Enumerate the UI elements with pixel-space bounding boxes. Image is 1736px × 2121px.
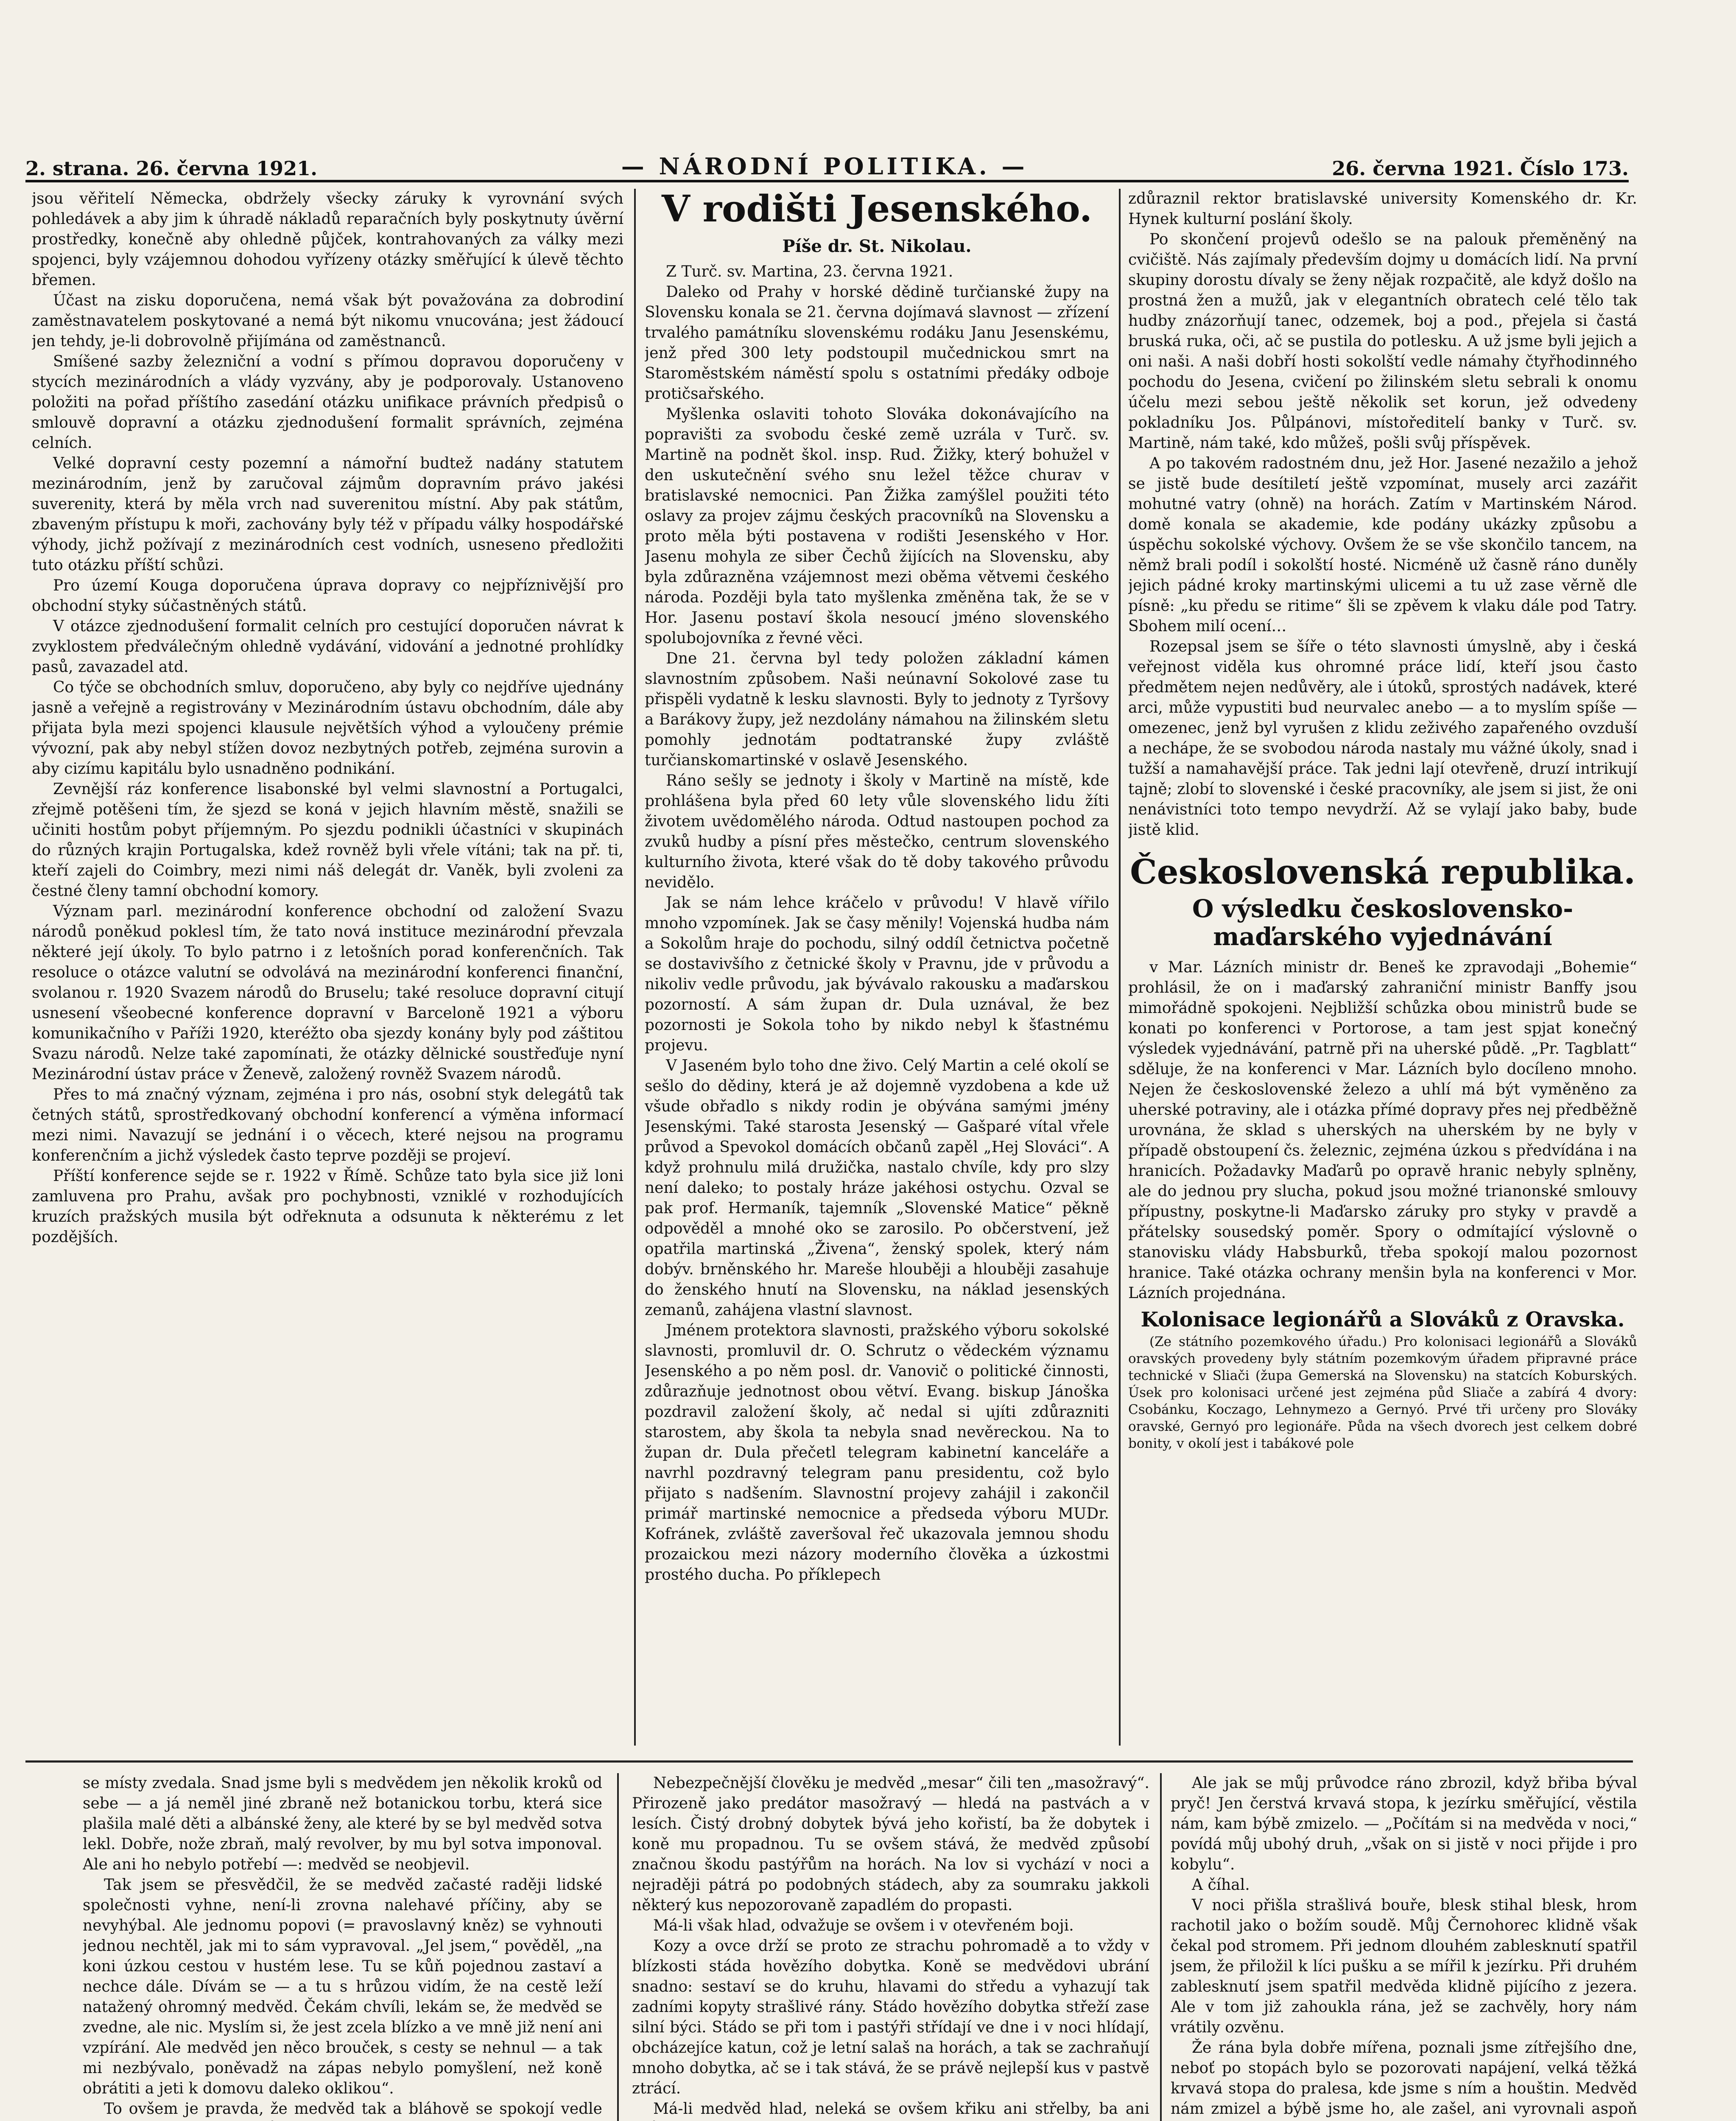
column-divider — [1119, 189, 1121, 1746]
article-byline: Píše dr. St. Nikolau. — [782, 236, 972, 256]
paragraph: Jménem protektora slavnosti, pražského výboru sokolské slavnosti, promluvil dr. O. Schrutz o vědeckém významu Jesenského a po něm posl. dr. Vanovič o politické činnosti, zdůrazňuje jednotnost obou větví. Evang. biskup Jánoška pozdravil založení školy, ač nedal si ujíti zdůrazniti starostem, aby škola ta nebyla snad nevěreckou. Na to župan dr. Dula přečetl telegram kabinetní kanceláře a navrhl pozdravný telegram panu presidentu, což bylo přijato s nadšením. Slavnostní projevy zahájil i zakončil primář martinské nemocnice a předseda výboru MUDr. Kofránek, zvláště zaveršoval řeč ukazovala jemnou shodu prozaickou mezi názory moderního člověka a úzkostmi prostého ducha. Po příklepech — [645, 1322, 1109, 1584]
paragraph: Příští konference sejde se r. 1922 v Římě. Schůze tato byla sice již loni zamluvena pro Prahu, avšak pro pochybnosti, vzniklé v rozhodujících kruzích pražských musila být odřeknuta a odsunuta k některému z let pozdějších. — [32, 1167, 623, 1246]
feuilleton-column-1 — [83, 1773, 602, 2121]
paragraph: Má-li medvěd hlad, neleká se ovšem křiku ani střelby, ba ani — [653, 2100, 1149, 2118]
paragraph: A číhal. — [1192, 1876, 1250, 1894]
article-column-2 — [645, 189, 1109, 1746]
paragraph: To ovšem je pravda, že medvěd tak a bláhově se spokojí vedle — [104, 2100, 602, 2118]
paragraph: Dne 21. června byl tedy položen základní kámen slavnostním způsobem. Naši neúnavní Sokolové zase tu přispěli vydatně k lesku slavnosti. Byly to jednoty z Tyršovy a Barákovy župy, jež nezdolány námahou na žilinském sletu pomohly jednotám podtatranské župy zvláště turčianskomartinské v oslavě Jesenského. — [645, 650, 1109, 769]
article-column-3 — [1128, 189, 1637, 1746]
paragraph: Účast na zisku doporučena, nemá však být považována za dobrodiní zaměstnavatelem poskytované a nemá být nikomu vnucována; jest žádoucí jen tehdy, je-li dobrovolně přijímána od zaměstnanců. — [32, 292, 623, 350]
header-page-date: 2. strana. 26. června 1921. — [25, 157, 318, 180]
feuilleton-column-3 — [1171, 1773, 1637, 2121]
paragraph: v Mar. Lázních ministr dr. Beneš ke zpravodaji „Bohemie“ prohlásil, že on i maďarský zahraniční ministr Banffy jsou mimořádně spokojeni. Nejbližší schůzka obou ministrů bude se konati po konferenci v Portorose, a tam jest spjat konečný výsledek vyjednávání, patrně při na uherské půdě. „Pr. Tagblatt“ sděluje, že na konferenci v Mar. Lázních bylo docíleno mnoho. Nejen že československé železo a uhlí má být vyměněno za uherské potraviny, ale i otázka přímé dopravy přes nej předběžně urovnána, že sklad s uherských na uherském by ne byly v případě obstoupení čs. železnic, zejména úzkou s předvídána i na hranicích. Požadavky Maďarů po opravě hranic nebyly splněny, ale do jednou pry slucha, pokud jsou možné trianonské smlouvy přípustny, poskytne-li Maďarsko záruky pro styky v pravdě a přátelsky sousedský poměr. Spory o odmítající výslovně o stanovisku vlády Habsburků, třeba spokojí malou pozornost hranice. Také otázka ochrany menšin byla na konferenci v Mor. Lázních projednána. — [1128, 959, 1637, 1302]
header-issue-number: 26. června 1921. Číslo 173. — [1332, 157, 1629, 180]
paragraph: se místy zvedala. Snad jsme byli s medvědem jen několik kroků od sebe — a já neměl jiné zbraně než botanickou torbu, která sice plašila malé děti a albánské ženy, ale které by se byl medvěd sotva lekl. Dobře, nože zbraň, malý revolver, by mu byl sotva imponoval. Ale ani ho nebylo potřebí —: medvěd se neobjevil. — [83, 1774, 602, 1873]
paragraph: Rozepsal jsem se šíře o této slavnosti úmyslně, aby i česká veřejnost viděla kus ohromné práce lidí, kteří jsou často předmětem nejen nedůvěry, ale i útoků, sprostých nadávek, které arci, může vypustiti bud neurvalec anebo — a to myslím spíše — omezenec, jenž byl vyrušen z klidu zeživého zapařeného ovzduší a nechápe, že se svobodou národa nastaly mu vážné úkoly, snad i tužší a namahavější práce. Tak jedni lají otevřeně, druzí intrikují tajně; zlobí to slovenské i české pracovníky, ale jsem si jist, že oni nenávistníci toto tempo nevydrží. Až se vylají jako baby, bude jistě klid. — [1128, 638, 1637, 839]
paragraph: Tak jsem se přesvědčil, že se medvěd začasté raději lidské společnosti vyhne, není-li zrovna nalehavé příčiny, aby se nevyhýbal. Ale jednomu popovi (= pravoslavný kněz) se vyhnouti jednou nechtěl, jak mi to sám vypravoval. „Jel jsem,“ pověděl, „na koni úzkou cestou v hustém lese. Tu se kůň pojednou zastaví a nechce dále. Dívám se — a tu s hrůzou vidím, že na cestě leží natažený ohromný medvěd. Čekám chvíli, lekám se, že medvěd se zvedne, ale nic. Myslím si, že jest zcela blízko a ve mně již není ani vzpírání. Ale medvěd jen něco brouček, s cesty se nehnul — a tak mi nezbývalo, poněvadž na zápas nebylo pomyšlení, než koně obrátiti a jeti k domovu daleko oklikou“. — [83, 1876, 602, 2097]
paragraph: Ale jak se můj průvodce ráno zbrozil, když břiba býval pryč! Jen čerstvá krvavá stopa, k jezírku směřující, věstila nám, kam býbě zmizelo. — „Počítám si na medvěda v noci,“ povídá můj ubohý druh, „však on si jistě v noci přijde i pro kobylu“. — [1171, 1774, 1637, 1873]
paragraph: Daleko od Prahy v horské dědině turčianské župy na Slovensku konala se 21. června dojímavá slavnost — zřízení trvalého památníku slovenskému rodáku Janu Jesenskému, jenž před 300 lety podstoupil mučednickou smrt na Staroměstském náměstí spolu s ostatními předáky odboje protičsařského. — [645, 283, 1109, 403]
paragraph: jsou věřitelí Německa, obdržely všecky záruky k vyrovnání svých pohledávek a aby jim k úhradě nákladů reparačních byly poskytnuty úvěrní prostředky, konečně aby ohledně půjček, kontrahovaných za války mezi spojenci, byly vzájemnou dohodou vyřízeny otázky směřující k úlevě těchto břemen. — [32, 190, 623, 289]
article-column-1 — [32, 189, 623, 1746]
page-header — [25, 153, 1629, 182]
paragraph: Přes to má značný význam, zejména i pro nás, osobní styk delegátů tak četných států, sprostředkovaný obchodní konferencí a výměna informací mezi nimi. Navazují se jednání i o věcech, které nejsou na programu konferenčním a jichž výsledek často teprve později se projeví. — [32, 1086, 623, 1164]
paragraph: V noci přišla strašlivá bouře, blesk stihal blesk, hrom rachotil jako o božím soudě. Můj Černohorec klidně však čekal pod stromem. Při jednom dlouhém zablesknutí spatřil jsem, že přiložil k líci pušku a se mířil k jezírku. Při druhém zablesknutí jsem spatřil medvěda klidně pijícího z jezera. Ale v tom již zahoukla rána, jež se zachvěly, hory nám vrátily ozvěnu. — [1171, 1897, 1637, 2036]
paragraph: Zevnější ráz konference lisabonské byl velmi slavnostní a Portugalci, zřejmě potěšeni tím, že sjezd se koná v jejich hlavním městě, snažili se učiniti hostům pobyt příjemným. Po sjezdu podnikli účastníci v skupinách do různých krajin Portugalska, kdež rovněž byli vřele vítáni; tak na př. ti, kteří zajeli do Coimbry, mezi nimi náš delegát dr. Vaněk, byli zvoleni za čestné členy tamní obchodní komory. — [32, 781, 623, 900]
paragraph: Myšlenka oslaviti tohoto Slováka dokonávajícího na popravišti za svobodu české země uzrála v Turč. sv. Martině na podnět škol. insp. Rud. Žižky, který bohužel v den uskutečnění svého snu ležel těžce churav v bratislavské nemocnici. Pan Žižka zamýšlel použiti této oslavy za projev zájmu českých pracovníků na Slovensku a proto měla býti postavena v rodišti Jesenského v Hor. Jasenu mohyla ze siber Čechů žijících na Slovensku, aby byla zdůrazněna vzájemnost mezi oběma větvemi českého národa. Později byla tato myšlenka změněna tak, že se v Hor. Jasenu postaví škola nesoucí jméno slovenského spolubojovníka z řevné věci. — [645, 406, 1109, 647]
news-brief: (Ze státního pozemkového úřadu.) Pro kolonisaci legionářů a Slováků oravských provedeny byly státním pozemkovým úřadem připravné práce technické v Sliači (župa Gemerská na Slovensku) na statcích Koburských. Úsek pro kolonisaci určené jest zejména půd Sliače a zabírá 4 dvory: Csobánku, Koczago, Lehnymezo a Gernyó. Prvé tři určeny pro Slováky oravské, Gernyó pro legionáře. Půda na všech dvorech jest celkem dobré bonity, v okolí jest i tabákové pole — [1128, 1334, 1637, 1451]
section-title: Československá republika. — [1130, 852, 1635, 892]
column-divider — [617, 1773, 619, 2121]
article-headline: V rodišti Jesenského. — [662, 189, 1092, 230]
paragraph: Kozy a ovce drží se proto ze strachu pohromadě a to vždy v blízkosti stáda hovězího dobytka. Koně se medvědovi ubrání snadno: sestaví se do kruhu, hlavami do středu a vyhazují tak zadními kopyty strašlivé rány. Stádo hovězího dobytka střeží zase silní býci. Stádo se při tom i pastýři střídají ve dne i v noci hlídají, obcházejíce katun, což je letní salaš na horách, a tak se zachraňují mnoho dobytka, ač se i tak stává, že se právě nejlepší kus v pastvě ztrácí. — [632, 1937, 1149, 2097]
news-subheadline: Kolonisace legionářů a Slováků z Oravska. — [1141, 1308, 1625, 1332]
paragraph: V Jaseném bylo toho dne živo. Celý Martin a celé okolí se sešlo do dědiny, která je až dojemně vyzdobena a kde už všude obřadlo s nikdy rodin je obývána samými jmény Jesenskými. Také starosta Jesenský — Gašparé vítal vřele průvod a Spevokol domácích občanů zapěl „Hej Slováci“. A když prohnulu milá družička, nastalo chvíle, kdy pro slzy není daleko; to postaly hráze jakéhosi ostychu. Ozval se pak prof. Hermaník, tajemník „Slovenské Matice“ pěkně odpověděl a mnohé oko se zarosilo. Po občerstvení, jež opatřila martinská „Živena“, ženský spolek, který nám dobýv. brněnského hr. Mareše hlouběji a hlouběji zasahuje do ženského hnutí na Slovensku, na náklad jesenských zemanů, zahájena vlastní slavnost. — [645, 1057, 1109, 1319]
paragraph: Nebezpečnější člověku je medvěd „mesar“ čili ten „masožravý“. Přirozeně jako predátor masožravý — hledá na pastvách a v lesích. Čistý drobný dobytek bývá jeho kořistí, ba že dobytek i koně mu propadnou. Tu se ovšem stává, že medvěd způsobí značnou škodu pastýřům na horách. Na lov si vychází v noci a nejraději pátrá po podobných stádech, aby za soumraku jakkoli některý kus nepozorovaně zapadlém do propasti. — [632, 1774, 1149, 1914]
paragraph: zdůraznil rektor bratislavské university Komenského dr. Kr. Hynek kulturní poslání školy. — [1128, 190, 1637, 228]
feuilleton-divider — [25, 1760, 1633, 1763]
paragraph: Co týče se obchodních smluv, doporučeno, aby byly co nejdříve ujednány jasně a veřejně a registrovány v Mezinárodním ústavu obchodním, dále aby přijata byla mezi spojenci klausule největších výhod a vyloučeny prémie vývozní, pak aby nebyl stížen dovoz nezbytných potřeb, zejména surovin a aby cizímu kapitálu bylo usnadněno podnikání. — [32, 679, 623, 778]
paragraph: V otázce zjednodušení formalit celních pro cestující doporučen návrat k zvyklostem předválečným ohledně vydávání, vidování a jednotné prohlídky pasů, zavazadel atd. — [32, 618, 623, 676]
paragraph: Má-li však hlad, odvažuje se ovšem i v otevřeném boji. — [653, 1917, 1074, 1934]
paragraph: Jak se nám lehce kráčelo v průvodu! V hlavě vířilo mnoho vzpomínek. Jak se časy měnily! Vojenská hudba nám a Sokolům hraje do pochodu, silný oddíl četnictva početně se dostavivšího z četnické školy v Pravnu, jde v průvodu a nikoliv vedle průvodu, jak bývávalo rakousku a maďarskou pozorností. A sám župan dr. Dula uznával, že bez pozornosti je Sokola toho by nikdo nebyl k šťastnému projevu. — [645, 894, 1109, 1054]
article-dateline: Z Turč. sv. Martina, 23. června 1921. — [666, 263, 953, 280]
paragraph: Pro území Kouga doporučena úprava dopravy co nejpříznivější pro obchodní styky súčastněných států. — [32, 577, 623, 615]
paragraph: Smíšené sazby železniční a vodní s přímou dopravou doporučeny v stycích mezinárodních a vlády vyzvány, aby je podporovaly. Ustanoveno položiti na pořad příštího zasedání otázku unifikace právních předpisů o smlouvě dopravní a otázku zjednodušení formalit správních, zejména celních. — [32, 353, 623, 452]
feuilleton-column-2 — [632, 1773, 1149, 2121]
paragraph: Význam parl. mezinárodní konference obchodní od založení Svazu národů poněkud poklesl tím, že tato nová instituce mezinárodní převzala některé její úkoly. To bylo patrno i z letošních porad konferenčních. Tak resoluce o otázce valutní se odvolává na mezinárodní konferenci finanční, svolanou r. 1920 Svazem národů do Bruselu; také resoluce dopravní citují usnesení všeobecné konference dopravní v Barceloně 1921 a výboru komunikačního v Paříži 1920, kteréžto oba sjezdy konány byly pod záštitou Svazu národů. Nelze také zapomínati, že otázky dělnické soustřeďuje nyní Mezinárodní ústav práce v Ženevě, založený rovněž Svazem národů. — [32, 903, 623, 1083]
column-divider — [634, 189, 636, 1746]
paragraph: Velké dopravní cesty pozemní a námořní budtež nadány statutem mezinárodním, jenž by zaručoval zájmům dopravním právo jakési suverenity, která by měla vrch nad suverenitou místní. Aby pak státům, zbaveným přístupu k moři, zachovány byly též v případu války hospodářské výhody, jichž požívají z mezinárodních cest vodních, usneseno předložiti tuto otázku příští schůzi. — [32, 455, 623, 574]
section-headline: O výsledku československo-maďarského vyjednávání — [1192, 894, 1574, 951]
paragraph: Ráno sešly se jednoty i školy v Martině na místě, kde prohlášena byla před 60 lety vůle slovenského lidu žíti životem uvědomělého národa. Odtud nastoupen pochod za zvuků hudby a písní přes městečko, centrum slovenského kulturního života, které však do tě doby takového průvodu nevidělo. — [645, 772, 1109, 891]
paragraph: Po skončení projevů odešlo se na palouk přeměněný na cvičiště. Nás zajímaly především dojmy u domácích lidí. Na první skupiny dorostu dívaly se ženy nějak rozpačitě, ale když došlo na prostná žen a mužů, jak v elegantních obratech celé tělo tak hudby znázorňují tanec, odzemek, boj a pod., přejela si častá bruská ruka, oči, ač se pustila do potlesku. A už jsme byli jejich a oni naši. A naši dobří hosti sokolští vedle námahy čtyřhodinného pochodu do Jesena, cvičení po žilinském sletu sebrali k onomu účelu mezi sebou ještě několik set korun, jež odvedeny pokladníku Jos. Půlpánovi, místoředitelí banky v Turč. sv. Martině, nám také, kdo můžeš, pošli svůj příspěvek. — [1128, 231, 1637, 452]
masthead-title: — NÁRODNÍ POLITIKA. — — [621, 153, 1028, 180]
column-divider — [1160, 1773, 1162, 2121]
paragraph: Že rána byla dobře mířena, poznali jsme zítřejšího dne, neboť po stopách bylo se pozorovati napájení, velká těžká krvavá stopa do pralesa, kde jsme s ním a houštin. Medvěd nám zmizel a býbě jsme ho, ale zašel, ani vyrovnali aspoň — [1171, 2039, 1637, 2118]
paragraph: A po takovém radostném dnu, jež Hor. Jasené nezažilo a jehož se jistě bude desítiletí ještě vzpomínat, musely arci zazářit mohutné vatry (ohně) na horách. Zatím v Martinském Národ. domě konala se akademie, kde podány ukázky způsobu a úspěchu sokolské výchovy. Ovšem že se vše skončilo tancem, na němž brali podíl i sokolští hosté. Nicméně už časně ráno duněly jejich pádné kroky martinskými ulicemi a tu už zase věrně dle písně: „ku předu se ritime“ šli se zpěvem k vlaku dále pod Tatry. Sbohem milí ocení… — [1128, 455, 1637, 635]
